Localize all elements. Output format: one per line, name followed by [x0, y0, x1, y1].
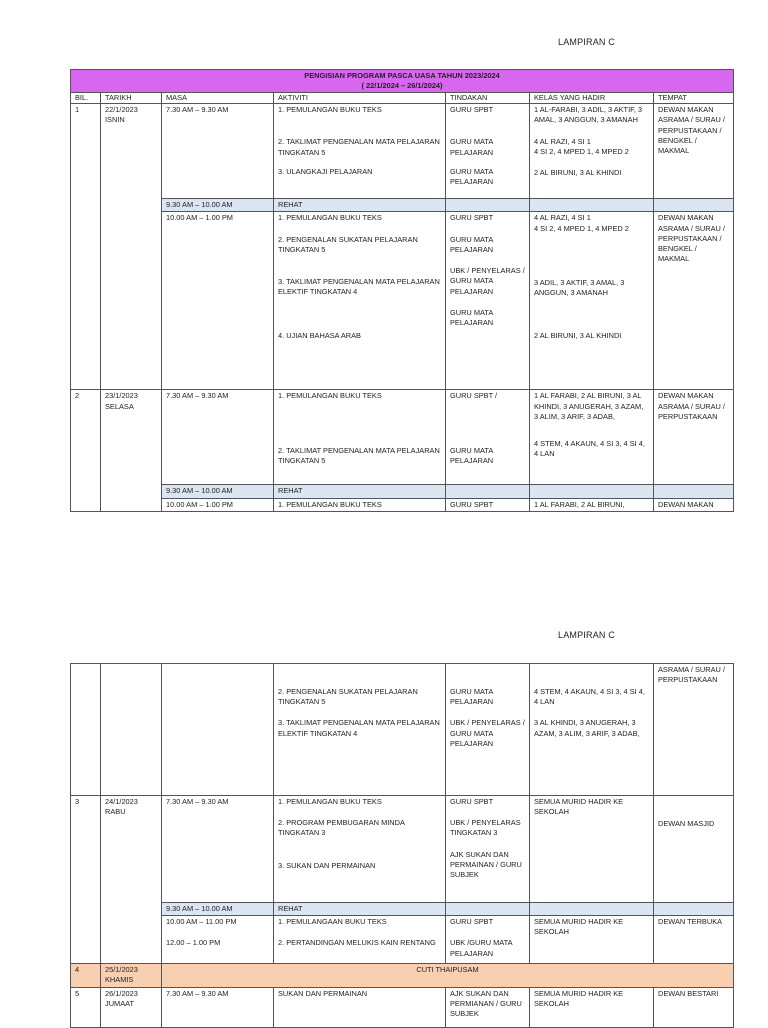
page1-lampiran-label: LAMPIRAN C: [558, 37, 616, 47]
date-text: 25/1/2023: [105, 965, 138, 975]
cell-masa: 7.30 AM – 9.30 AM: [162, 987, 274, 1027]
class-item: 4 SI 2, 4 MPED 1, 4 MPED 2: [534, 223, 629, 233]
action-item: GURU MATA PELAJARAN: [450, 307, 494, 327]
cell-aktiviti: [274, 212, 446, 390]
date-text: 23/1/2023: [105, 391, 138, 401]
break-row: [71, 903, 734, 916]
header-tindakan: TINDAKAN: [446, 92, 530, 103]
time-text: 12.00 – 1.00 PM: [166, 938, 221, 948]
cell-tempat: DEWAN BESTARI: [654, 987, 734, 1027]
activity-item: 3. TAKLIMAT PENGENALAN MATA PELAJARAN ELEKTIF TINGKATAN 4: [278, 277, 440, 297]
activity-item: 2. TAKLIMAT PENGENALAN MATA PELAJARAN TINGKATAN 5: [278, 445, 440, 465]
table-row: [71, 390, 734, 485]
page2-lampiran-label: LAMPIRAN C: [558, 630, 616, 640]
activity-item: 2. TAKLIMAT PENGENALAN MATA PELAJARAN TINGKATAN 5: [278, 137, 440, 157]
action-item: GURU MATA PELAJARAN: [450, 137, 494, 157]
action-item: UBK / PENYELARAS TINGKATAN 3: [450, 818, 521, 838]
header-aktiviti: AKTIVITI: [274, 92, 446, 103]
cell-kelas: [530, 104, 654, 199]
cell-masa: 10.00 AM – 1.00 PM: [162, 212, 274, 390]
action-item: GURU MATA PELAJARAN: [450, 445, 494, 465]
cell-masa: 9.30 AM – 10.00 AM: [162, 903, 274, 916]
page1-schedule-table: [70, 69, 734, 512]
day-text: RABU: [105, 807, 126, 817]
cell-tempat: DEWAN MAKAN ASRAMA / SURAU / PERPUSTAKAAN / BENGKEL / MAKMAL: [654, 212, 734, 390]
table-row: [71, 987, 734, 1027]
action-item: GURU SPBT: [450, 213, 494, 223]
cell-masa: 10.00 AM – 1.00 PM: [162, 498, 274, 511]
cell-tarikh: [101, 104, 162, 390]
table-title-row: [71, 70, 734, 93]
cell-kelas: SEMUA MURID HADIR KE SEKOLAH: [530, 796, 654, 903]
class-item: 4 AL RAZI, 4 SI 1: [534, 213, 591, 223]
action-item: GURU MATA PELAJARAN: [450, 687, 494, 707]
day-text: SELASA: [105, 401, 134, 411]
cell-rehat: REHAT: [274, 199, 446, 212]
table-header-row: [71, 92, 734, 103]
action-item: GURU SPBT /: [450, 391, 498, 401]
action-item: AJK SUKAN DAN PERMAINAN / GURU SUBJEK: [450, 849, 522, 880]
day-text: ISNIN: [105, 115, 125, 125]
table-row: [71, 104, 734, 199]
cell-tarikh: [101, 390, 162, 511]
cell-tindakan: [446, 916, 530, 964]
cell-aktiviti: SUKAN DAN PERMAINAN: [274, 987, 446, 1027]
table-row: [71, 664, 734, 796]
cell-bil: 1: [71, 104, 101, 390]
class-item: 1 AL FARABI, 2 AL BIRUNI, 3 AL KHINDI, 3 ANUGERAH, 3 AZAM, 3 ALIM, 3 ARIF, 3 ADAB,: [534, 391, 644, 421]
holiday-row: [71, 964, 734, 987]
cell-tindakan: [446, 796, 530, 903]
activity-item: 3. TAKLIMAT PENGENALAN MATA PELAJARAN ELEKTIF TINGKATAN 4: [278, 718, 440, 738]
cell-kelas: SEMUA MURID HADIR KE SEKOLAH: [530, 916, 654, 964]
cell-tempat: DEWAN TERBUKA: [654, 916, 734, 964]
cell-masa: 7.30 AM – 9.30 AM: [162, 104, 274, 199]
date-text: 22/1/2023: [105, 105, 138, 115]
venue-text: DEWAN MASJID: [658, 819, 715, 828]
cell-tarikh: [101, 796, 162, 964]
activity-item: 3. SUKAN DAN PERMAINAN: [278, 860, 376, 870]
class-item: 2 AL BIRUNI, 3 AL KHINDI: [534, 168, 622, 178]
cell-tindakan: [446, 390, 530, 485]
activity-item: 1. PEMULANGAN BUKU TEKS: [278, 105, 382, 115]
cell-aktiviti: [274, 916, 446, 964]
cell-bil: 3: [71, 796, 101, 964]
cell-kelas: [530, 664, 654, 796]
cell-tempat: ASRAMA / SURAU / PERPUSTAKAAN: [654, 664, 734, 796]
table-title-line2: ( 22/1/2024 – 26/1/2024): [361, 80, 443, 90]
class-item: 3 ADIL, 3 AKTIF, 3 AMAL, 3 ANGGUN, 3 AMANAH: [534, 277, 625, 298]
cell-bil: 5: [71, 987, 101, 1027]
cell-masa: 9.30 AM – 10.00 AM: [162, 485, 274, 498]
action-item: GURU MATA PELAJARAN: [450, 234, 494, 254]
action-item: GURU SPBT: [450, 917, 494, 927]
cell-tindakan: GURU SPBT: [446, 498, 530, 511]
cell-tempat: [654, 796, 734, 903]
cell-tempat: DEWAN MAKAN ASRAMA / SURAU / PERPUSTAKAAN: [654, 390, 734, 485]
cell-aktiviti: [274, 104, 446, 199]
activity-item: 2. PROGRAM PEMBUGARAN MINDA TINGKATAN 3: [278, 818, 405, 838]
cell-tempat: DEWAN MAKAN ASRAMA / SURAU / PERPUSTAKAAN / BENGKEL / MAKMAL: [654, 104, 734, 199]
cell-aktiviti: [274, 390, 446, 485]
class-item: 3 AL KHINDI, 3 ANUGERAH, 3 AZAM, 3 ALIM, 3 ARIF, 3 ADAB,: [534, 718, 640, 738]
table-title: [71, 70, 734, 93]
activity-item: 1. PEMULANGAN BUKU TEKS: [278, 797, 382, 806]
cell-kelas: SEMUA MURID HADIR KE SEKOLAH: [530, 987, 654, 1027]
cell-kelas: [530, 212, 654, 390]
class-item: 4 AL RAZI, 4 SI 1: [534, 136, 591, 146]
cell-aktiviti: 1. PEMULANGAN BUKU TEKS: [274, 498, 446, 511]
action-item: GURU MATA PELAJARAN: [450, 166, 494, 187]
table-row: [71, 498, 734, 511]
table-row: [71, 796, 734, 903]
activity-item: 2. PENGENALAN SUKATAN PELAJARAN TINGKATAN 5: [278, 687, 418, 707]
header-bil: BIL.: [71, 92, 101, 103]
activity-item: 1. PEMULANGAAN BUKU TEKS: [278, 917, 387, 927]
table-row: [71, 916, 734, 964]
cell-kelas: 1 AL FARABI, 2 AL BIRUNI,: [530, 498, 654, 511]
activity-item: 1. PEMULANGAN BUKU TEKS: [278, 213, 382, 223]
table-row: [71, 212, 734, 390]
break-row: [71, 485, 734, 498]
cell-tindakan: [446, 212, 530, 390]
class-item: 4 STEM, 4 AKAUN, 4 SI 3, 4 SI 4, 4 LAN: [534, 687, 645, 707]
header-tempat: TEMPAT: [654, 92, 734, 103]
activity-item: 1. PEMULANGAN BUKU TEKS: [278, 391, 382, 401]
action-item: GURU SPBT: [450, 797, 494, 806]
activity-item: 4. UJIAN BAHASA ARAB: [278, 330, 361, 340]
header-tarikh: TARIKH: [101, 92, 162, 103]
day-text: KHAMIS: [105, 975, 134, 985]
cell-bil: 4: [71, 964, 101, 987]
activity-item: 2. PERTANDINGAN MELUKIS KAIN RENTANG: [278, 938, 436, 948]
cell-aktiviti: [274, 664, 446, 796]
day-text: JUMAAT: [105, 998, 135, 1008]
cell-tempat: DEWAN MAKAN: [654, 498, 734, 511]
cell-tindakan: [446, 664, 530, 796]
cell-tarikh: [101, 964, 162, 987]
cell-rehat: REHAT: [274, 485, 446, 498]
action-item: UBK /GURU MATA PELAJARAN: [450, 938, 513, 958]
date-text: 24/1/2023: [105, 797, 138, 806]
class-item: 2 AL BIRUNI, 3 AL KHINDI: [534, 331, 622, 341]
cell-masa: [162, 916, 274, 964]
cell-tindakan: [446, 104, 530, 199]
cell-tarikh: [101, 987, 162, 1027]
date-text: 26/1/2023: [105, 988, 138, 998]
table-title-line1: PENGISIAN PROGRAM PASCA UASA TAHUN 2023/2024: [304, 71, 500, 80]
page2-schedule-table: [70, 663, 734, 1028]
time-text: 10.00 AM – 11.00 PM: [166, 917, 237, 927]
cell-aktiviti: [274, 796, 446, 903]
class-item: 4 STEM, 4 AKAUN, 4 SI 3, 4 SI 4, 4 LAN: [534, 439, 645, 459]
break-row: [71, 199, 734, 212]
cell-bil: 2: [71, 390, 101, 511]
activity-item: 2. PENGENALAN SUKATAN PELAJARAN TINGKATAN 5: [278, 234, 418, 254]
cell-masa: 7.30 AM – 9.30 AM: [162, 390, 274, 485]
cell-masa: 7.30 AM – 9.30 AM: [162, 796, 274, 903]
cell-masa: 9.30 AM – 10.00 AM: [162, 199, 274, 212]
holiday-label: CUTI THAIPUSAM: [162, 964, 734, 987]
header-masa: MASA: [162, 92, 274, 103]
cell-tindakan: AJK SUKAN DAN PERMIANAN / GURU SUBJEK: [446, 987, 530, 1027]
cell-kelas: [530, 390, 654, 485]
action-item: UBK / PENYELARAS / GURU MATA PELAJARAN: [450, 266, 525, 296]
cell-rehat: REHAT: [274, 903, 446, 916]
action-item: UBK / PENYELARAS / GURU MATA PELAJARAN: [450, 718, 525, 748]
class-item: 1 AL-FARABI, 3 ADIL, 3 AKTIF, 3 AMAL, 3 ANGGUN, 3 AMANAH: [534, 105, 643, 125]
action-item: GURU SPBT: [450, 105, 494, 115]
activity-item: 3. ULANGKAJI PELAJARAN: [278, 166, 373, 176]
class-item: 4 SI 2, 4 MPED 1, 4 MPED 2: [534, 146, 629, 156]
header-kelas: KELAS YANG HADIR: [530, 92, 654, 103]
